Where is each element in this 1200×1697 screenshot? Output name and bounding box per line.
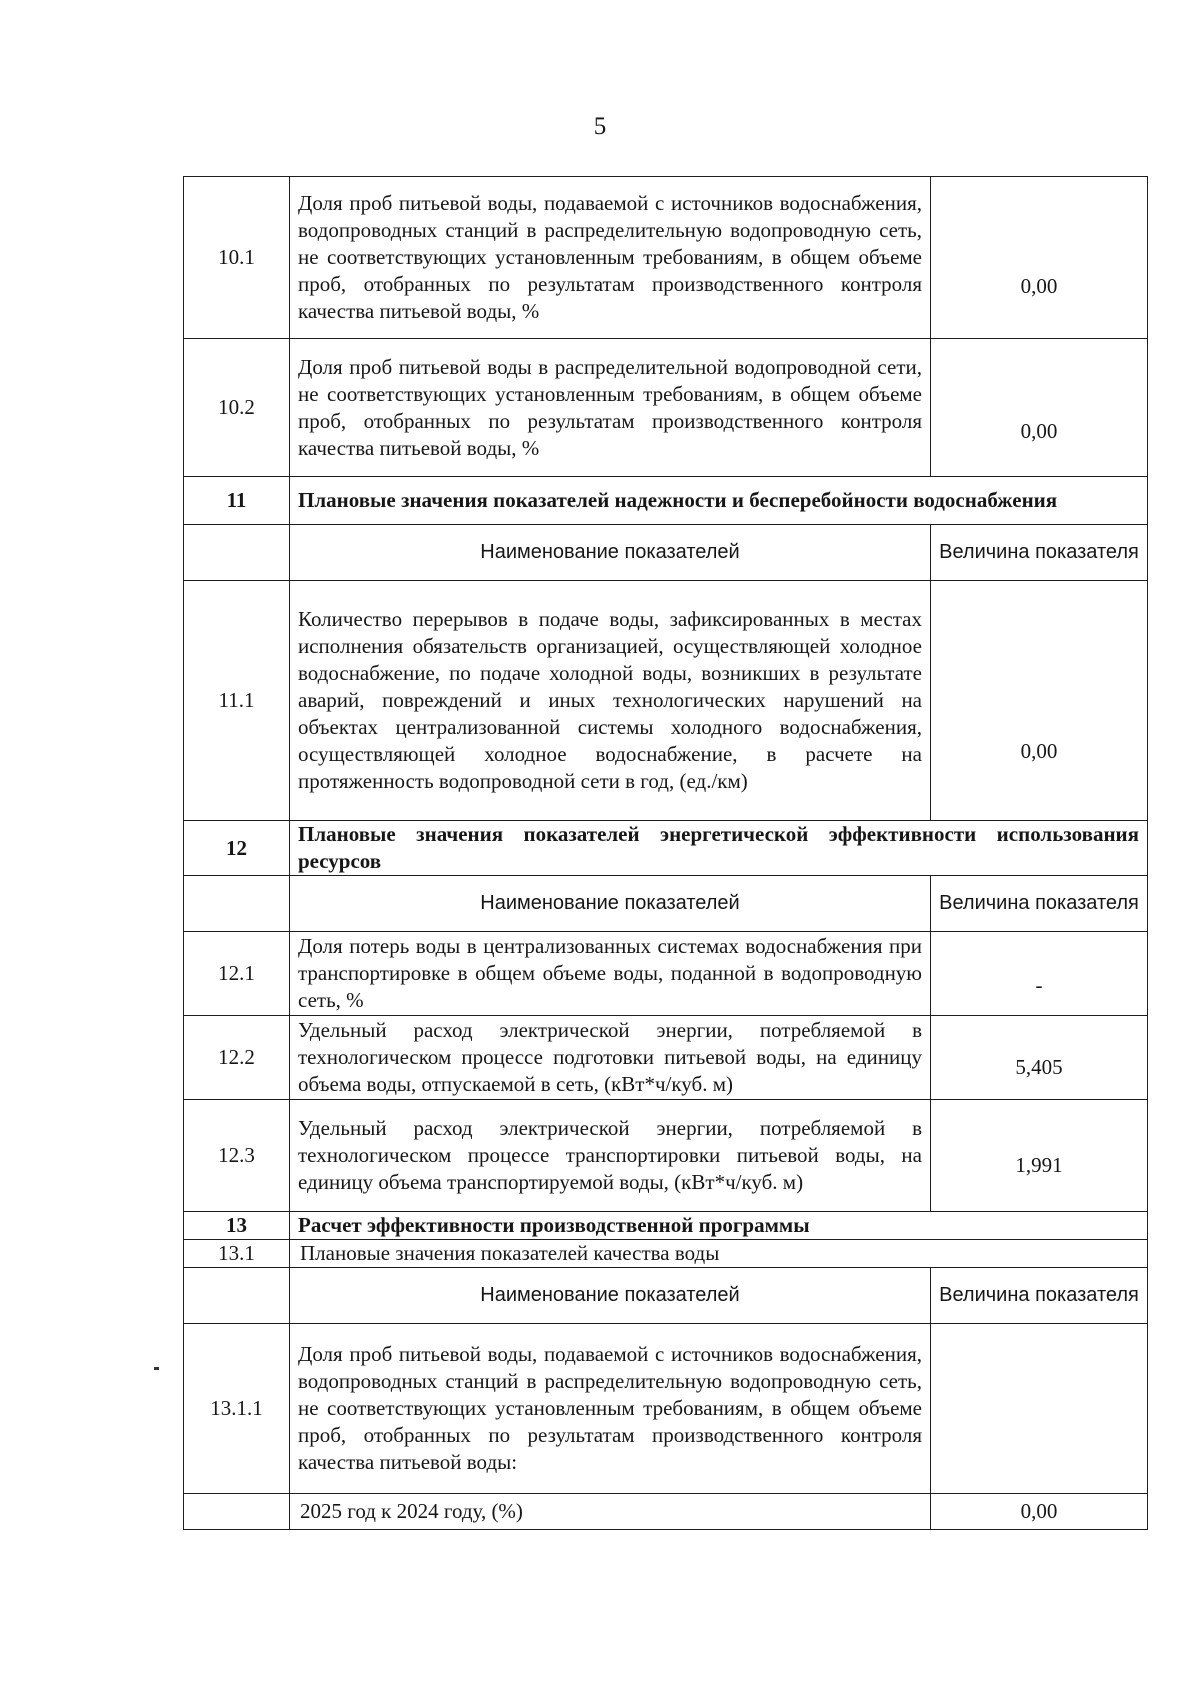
empty-cell [184,1268,290,1324]
row-number: 10.2 [184,339,290,477]
indicator-description: 2025 год к 2024 году, (%) [290,1494,931,1530]
indicator-description: Удельный расход электрической энергии, потребляемой в технологическом процессе транспортировки питьевой воды, на единицу объема транспортируемой воды, (кВт*ч/куб. м) [290,1100,931,1212]
indicator-value [931,1324,1148,1494]
section-title: Плановые значения показателей надежности и бесперебойности водоснабжения [290,477,1148,525]
column-header-value: Величина показателя [931,525,1148,581]
scan-artifact [154,1367,159,1370]
indicator-value: - [931,932,1148,1016]
indicators-table [183,176,1148,1530]
column-header-name: Наименование показателей [290,1268,931,1324]
row-number: 12.3 [184,1100,290,1212]
row-number: 10.1 [184,177,290,339]
indicator-description: Доля потерь воды в централизованных системах водоснабжения при транспортировке в общем объеме воды, поданной в водопроводную сеть, % [290,932,931,1016]
section-number: 13 [184,1212,290,1240]
section-title: Плановые значения показателей энергетической эффективности использования ресурсов [290,821,1148,876]
row-number: 13.1.1 [184,1324,290,1494]
section-row [184,1240,1148,1268]
table-row [184,1494,1148,1530]
table-row [184,1016,1148,1100]
indicator-value: 1,991 [931,1100,1148,1212]
section-title: Расчет эффективности производственной программы [290,1212,1148,1240]
column-header-name: Наименование показателей [290,876,931,932]
row-number: 11.1 [184,581,290,821]
section-row [184,821,1148,876]
column-header-value: Величина показателя [931,1268,1148,1324]
column-header-name: Наименование показателей [290,525,931,581]
section-row [184,1212,1148,1240]
indicator-value: 0,00 [931,1494,1148,1530]
indicator-description: Доля проб питьевой воды, подаваемой с источников водоснабжения, водопроводных станций в распределительную водопроводную сеть, не соответствующих установленным требованиям, в общем объеме проб, отобранных по результатам производственного контроля качества питьевой воды, % [290,177,931,339]
subsection-number: 13.1 [184,1240,290,1268]
empty-cell [184,1494,290,1530]
header-row [184,876,1148,932]
table-row [184,932,1148,1016]
table-row [184,581,1148,821]
page-number: 5 [593,113,607,140]
indicator-value: 5,405 [931,1016,1148,1100]
empty-cell [184,876,290,932]
indicator-description: Доля проб питьевой воды, подаваемой с источников водоснабжения, водопроводных станций в распределительную водопроводную сеть, не соответствующих установленным требованиям, в общем объеме проб, отобранных по результатам производственного контроля качества питьевой воды: [290,1324,931,1494]
indicator-value: 0,00 [931,177,1148,339]
section-number: 12 [184,821,290,876]
header-row [184,1268,1148,1324]
table-row [184,177,1148,339]
table-row [184,1100,1148,1212]
section-number: 11 [184,477,290,525]
row-number: 12.1 [184,932,290,1016]
header-row [184,525,1148,581]
table-row [184,339,1148,477]
indicator-description: Доля проб питьевой воды в распределительной водопроводной сети, не соответствующих установленным требованиям, в общем объеме проб, отобранных по результатам производственного контроля качества питьевой воды, % [290,339,931,477]
indicator-description: Удельный расход электрической энергии, потребляемой в технологическом процессе подготовки питьевой воды, на единицу объема воды, отпускаемой в сеть, (кВт*ч/куб. м) [290,1016,931,1100]
indicator-value: 0,00 [931,581,1148,821]
row-number: 12.2 [184,1016,290,1100]
column-header-value: Величина показателя [931,876,1148,932]
section-row [184,477,1148,525]
subsection-title: Плановые значения показателей качества воды [290,1240,1148,1268]
empty-cell [184,525,290,581]
indicator-description: Количество перерывов в подаче воды, зафиксированных в местах исполнения обязательств организацией, осуществляющей холодное водоснабжение, по подаче холодной воды, возникших в результате аварий, повреждений и иных технологических нарушений на объектах централизованной системы холодного водоснабжения, осуществляющей холодное водоснабжение, в расчете на протяженность водопроводной сети в год, (ед./км) [290,581,931,821]
table-row [184,1324,1148,1494]
indicator-value: 0,00 [931,339,1148,477]
